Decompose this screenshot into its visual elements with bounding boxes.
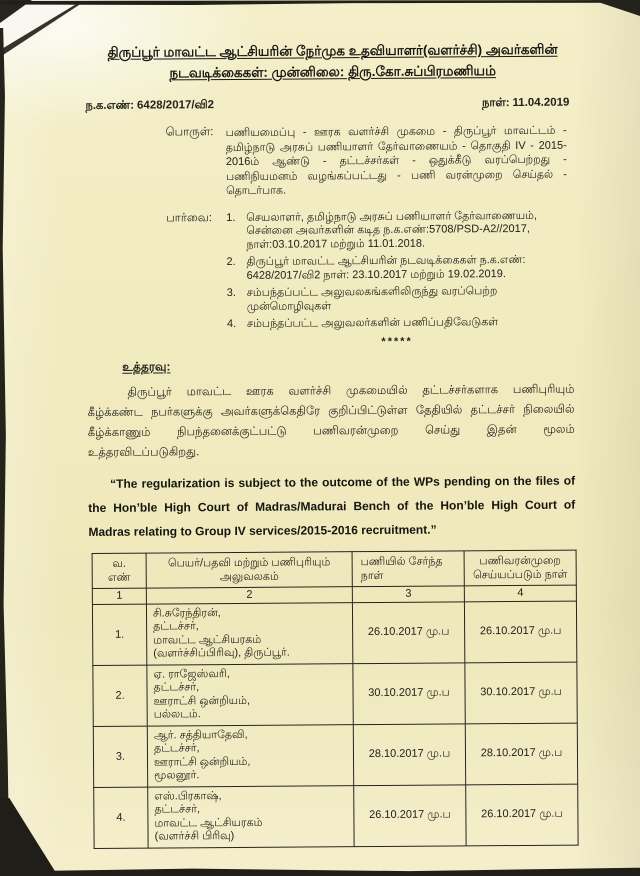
scan-corner-bottom-left-shadow [0, 798, 58, 876]
row-joined-date: 30.10.2017 மு.ப [353, 662, 465, 724]
scan-corner-top-left-crease [0, 0, 92, 62]
row-joined-date: 26.10.2017 மு.ப [352, 601, 464, 663]
row-regularized-date: 26.10.2017 மு.ப [464, 601, 576, 663]
subject-text: பணியமைப்பு - ஊரக வளர்ச்சி முகமை - திருப்பூர் மாவட்டம் - தமிழ்நாடு அரசுப் பணியாளர் தேர்வாணையம் - தொகுதி IV - 2015-2016ம் ஆண்டு - தட்டச்சர்கள் - ஒதுக்கீடு வரப்பெற்றது - பணிநியமனம் வழங்கப்பட்டது - பணி வரன்முறை செய்தல் - தொடர்பாக. [225, 124, 567, 198]
order-paragraph: திருப்பூர் மாவட்ட ஊரக வளர்ச்சி முகமையில் தட்டச்சர்களாக பணிபுரியும் கீழ்க்கண்ட நபர்களுக்கு அவர்களுக்கெதிரே குறிப்பிட்டுள்ள தேதியில் தட்டச்சர் நிலையில் கீழ்க்காணும் நிபந்தனைக்குட்பட்டு பணிவரன்முறை செய்து இதன் மூலம் உத்தரவிடப்படுகிறது. [87, 383, 575, 459]
reference-item-number: 3. [226, 286, 236, 300]
file-number-label: ந.க.எண்: [85, 99, 135, 112]
scan-edge-left [0, 28, 9, 876]
row-joined-date: 28.10.2017 மு.ப [353, 723, 465, 785]
reference-block [86, 209, 574, 336]
row-name-office: ஆர். சத்தியாதேவி, தட்டச்சர், ஊராட்சி ஒன்றியம், மூலனூர். [147, 724, 353, 786]
table-row [92, 601, 576, 665]
reference-number-row [85, 97, 572, 114]
row-sno: 2. [93, 665, 147, 726]
column-number: 1 [92, 588, 146, 604]
reference-item [227, 285, 568, 314]
file-number [85, 99, 217, 114]
document-date [482, 97, 573, 112]
reference-label: பார்வை: [166, 211, 212, 224]
row-regularized-date: 26.10.2017 மு.ப [466, 784, 578, 846]
reference-item-text: திருப்பூர் மாவட்ட ஆட்சியரின் நடவடிக்கைகள் ந.க.எண்: 6428/2017/வி2 நாள்: 23.10.2017 மற்றும் 19.02.2019. [246, 253, 526, 282]
order-english-condition: “The regularization is subject to the outcome of the WPs pending on the files of the Hon’ble High Court of Madras/Madurai Bench of the Hon’ble High Court of Madras relating to Group IV services/2015-2016 recruitment.” [88, 473, 576, 539]
scan-edge-bottom [0, 867, 640, 876]
row-name-office: எஸ்.பிரகாஷ், தட்டச்சர், மாவட்ட ஆட்சியரகம் (வளர்ச்சி பிரிவு) [148, 785, 354, 847]
table-row [94, 784, 578, 848]
scan-edge-top [0, 0, 640, 5]
table-row [93, 723, 577, 787]
table-header-joined: பணியில் சேர்ந்த நாள் [352, 550, 464, 586]
reference-item-number: 2. [226, 255, 236, 269]
row-joined-date: 26.10.2017 மு.ப [354, 784, 466, 846]
reference-item-text: சம்பந்தப்பட்ட அலுவலகங்களிலிருந்து வரப்பெற்ற முன்மொழிவுகள் [246, 285, 498, 313]
reference-item [226, 254, 567, 283]
title-line-2: நடவடிக்கைகள்: முன்னிலை: திரு.கோ.சுப்பிரமணியம் [169, 63, 497, 81]
row-sno: 1. [92, 604, 146, 665]
document-content [85, 39, 578, 849]
table-header-regularized: பணிவரன்முறை செய்யப்படும் நாள் [464, 550, 576, 586]
subject-label: பொருள்: [165, 126, 214, 139]
table-row [93, 662, 577, 726]
table-header-sno: வ. எண் [92, 553, 146, 588]
separator-stars: ***** [381, 335, 413, 348]
row-regularized-date: 30.10.2017 மு.ப [465, 662, 577, 724]
table-header-row [92, 550, 576, 588]
document-title [85, 39, 572, 84]
reference-item-text: சம்பந்தப்பட்ட அலுவலர்களின் பணிப்பதிவேடுகள் [246, 316, 499, 330]
row-name-office: சி.சுரேந்திரன், தட்டச்சர், மாவட்ட ஆட்சியரகம் (வளர்ச்சிப்பிரிவு), திருப்பூர். [146, 602, 352, 664]
reference-item-text: செயலாளர், தமிழ்நாடு அரசுப் பணியாளர் தேர்வாணையம், சென்னை அவர்களின் கடித ந.க.எண்:5708/PSD-A2//2017, நாள்:03.10.2017 மற்றும் 11.01.2018. [246, 209, 538, 251]
file-number-value: 6428/2017/வி2 [136, 99, 215, 112]
scan-corner-top-left-white [0, 0, 92, 62]
row-name-office: ஏ. ராஜேஸ்வரி, தட்டச்சர், ஊராட்சி ஒன்றியம், பல்லடம். [147, 663, 353, 725]
reference-item [226, 209, 567, 252]
date-label: நாள்: [481, 97, 510, 110]
reference-list [226, 209, 574, 335]
order-heading: உத்தரவு: [122, 358, 171, 374]
column-number: 2 [146, 586, 352, 603]
reference-item [227, 316, 568, 332]
scan-corner-top-right-shadow [592, 0, 640, 16]
row-sno: 4. [94, 787, 148, 848]
reference-item-number: 1. [226, 211, 236, 224]
scan-corner-top-left-shadow [0, 0, 32, 23]
column-number: 4 [464, 585, 576, 602]
table-header-name: பெயர்/பதவி மற்றும் பணிபுரியும் அலுவலகம் [146, 551, 352, 587]
title-line-1: திருப்பூர் மாவட்ட ஆட்சியரின் நேர்முக உதவியாளர்(வளர்ச்சி) அவர்களின் [107, 41, 558, 60]
row-sno: 3. [93, 726, 147, 787]
regularization-table [92, 549, 579, 848]
date-value: 11.04.2019 [512, 96, 570, 110]
subject-block [86, 124, 573, 200]
row-regularized-date: 28.10.2017 மு.ப [465, 723, 577, 785]
column-number: 3 [352, 585, 464, 602]
reference-item-number: 4. [226, 317, 237, 331]
